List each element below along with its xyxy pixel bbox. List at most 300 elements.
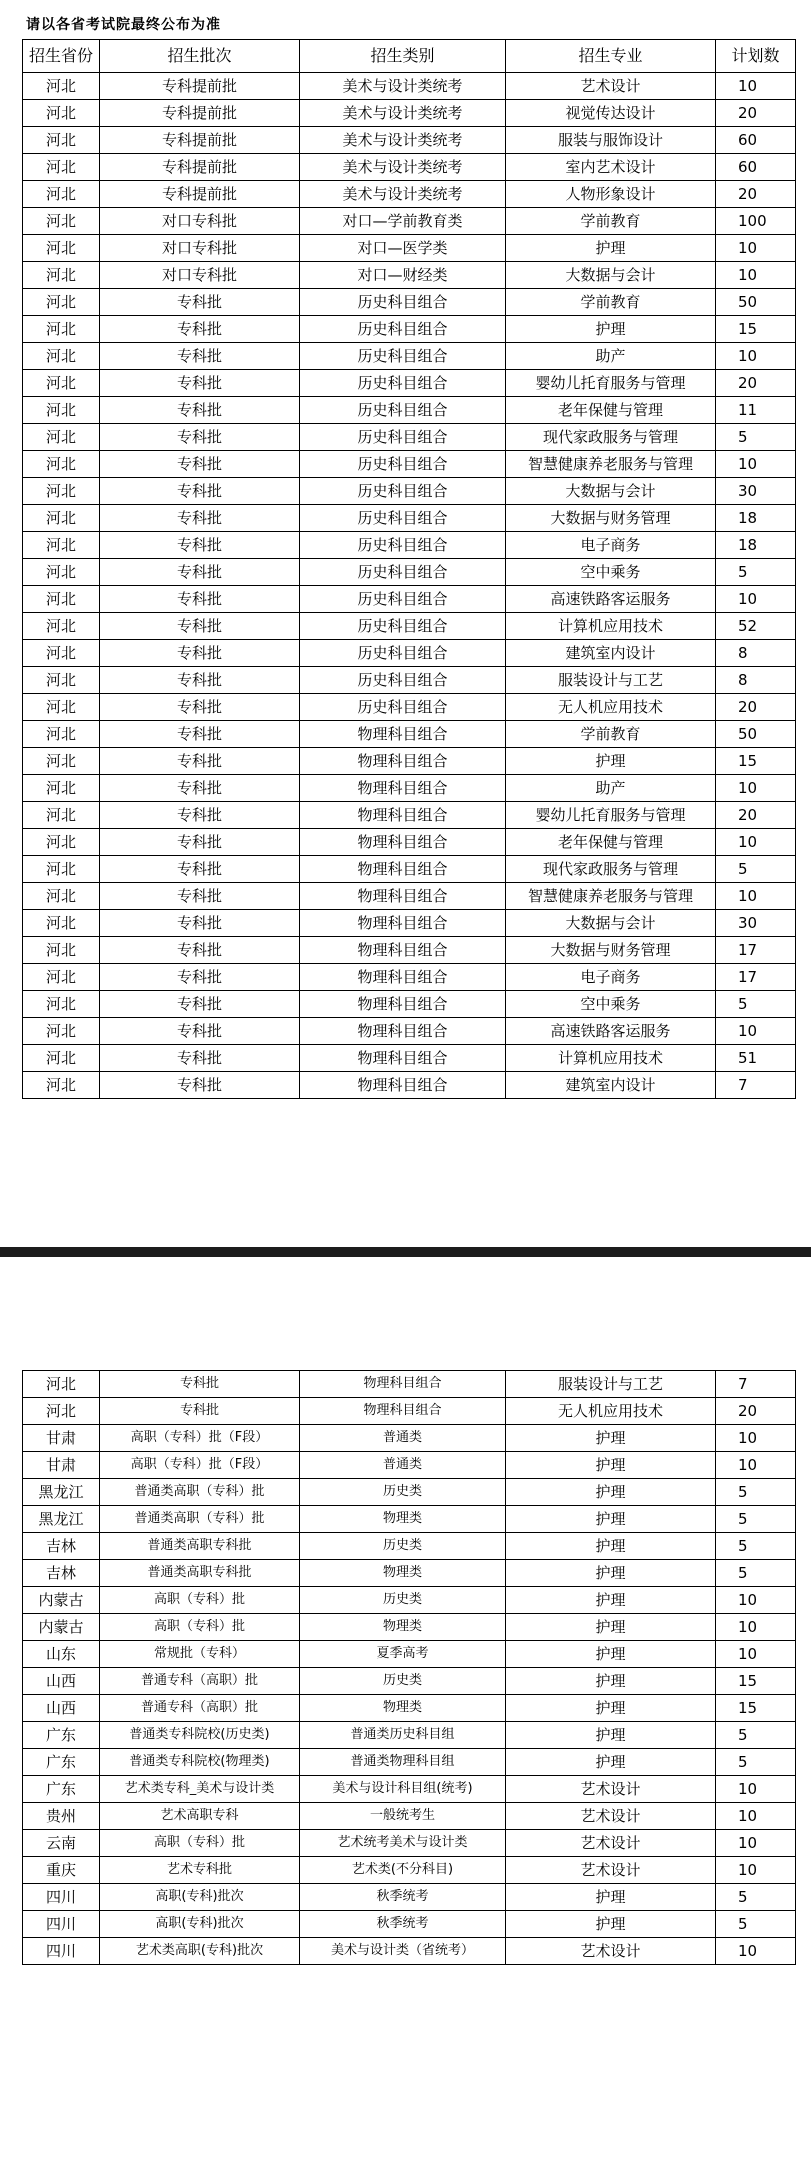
cell-batch: 普通类专科院校(历史类) [100,1722,300,1749]
cell-category: 历史类 [300,1533,506,1560]
cell-province: 黑龙江 [23,1479,100,1506]
cell-major: 智慧健康养老服务与管理 [506,451,716,478]
cell-major: 服装设计与工艺 [506,667,716,694]
cell-plan-count: 10 [716,829,796,856]
cell-major: 老年保健与管理 [506,829,716,856]
cell-major: 护理 [506,1641,716,1668]
cell-plan-count: 15 [716,748,796,775]
cell-batch: 专科批 [100,1371,300,1398]
cell-province: 河北 [23,748,100,775]
cell-province: 河北 [23,991,100,1018]
cell-province: 河北 [23,667,100,694]
table-row [23,478,796,505]
cell-major: 艺术设计 [506,1830,716,1857]
cell-major: 护理 [506,1668,716,1695]
cell-plan-count: 5 [716,1911,796,1938]
cell-province: 河北 [23,316,100,343]
cell-plan-count: 5 [716,1506,796,1533]
table-row [23,370,796,397]
cell-plan-count: 5 [716,1749,796,1776]
cell-province: 河北 [23,208,100,235]
cell-major: 建筑室内设计 [506,640,716,667]
table-row [23,1857,796,1884]
cell-batch: 专科批 [100,613,300,640]
cell-category: 艺术统考美术与设计类 [300,1830,506,1857]
cell-category: 美术与设计类（省统考） [300,1938,506,1965]
cell-major: 现代家政服务与管理 [506,856,716,883]
cell-province: 河北 [23,1371,100,1398]
cell-province: 重庆 [23,1857,100,1884]
cell-category: 对口—学前教育类 [300,208,506,235]
cell-province: 河北 [23,937,100,964]
cell-category: 美术与设计类统考 [300,181,506,208]
table-row [23,1911,796,1938]
cell-plan-count: 50 [716,721,796,748]
cell-batch: 专科批 [100,478,300,505]
cell-major: 大数据与会计 [506,262,716,289]
cell-plan-count: 10 [716,1776,796,1803]
cell-province: 河北 [23,289,100,316]
cell-major: 护理 [506,235,716,262]
table-row [23,1722,796,1749]
table-row [23,1371,796,1398]
table-row [23,1695,796,1722]
cell-plan-count: 10 [716,1857,796,1884]
cell-batch: 专科批 [100,1018,300,1045]
cell-major: 建筑室内设计 [506,1072,716,1099]
cell-batch: 对口专科批 [100,208,300,235]
cell-major: 婴幼儿托育服务与管理 [506,370,716,397]
cell-category: 历史科目组合 [300,505,506,532]
table-row [23,1506,796,1533]
cell-batch: 专科提前批 [100,127,300,154]
cell-category: 美术与设计类统考 [300,100,506,127]
cell-province: 河北 [23,343,100,370]
table-row [23,1749,796,1776]
cell-batch: 专科批 [100,694,300,721]
cell-plan-count: 10 [716,1803,796,1830]
table-row [23,208,796,235]
cell-province: 河北 [23,262,100,289]
cell-category: 历史科目组合 [300,343,506,370]
cell-batch: 对口专科批 [100,235,300,262]
cell-batch: 专科批 [100,1072,300,1099]
cell-plan-count: 18 [716,532,796,559]
cell-major: 无人机应用技术 [506,694,716,721]
cell-category: 历史科目组合 [300,640,506,667]
cell-batch: 专科批 [100,748,300,775]
cell-batch: 专科批 [100,775,300,802]
cell-batch: 专科批 [100,1045,300,1072]
cell-batch: 专科批 [100,640,300,667]
cell-major: 护理 [506,316,716,343]
cell-major: 计算机应用技术 [506,1045,716,1072]
cell-major: 艺术设计 [506,1857,716,1884]
cell-major: 老年保健与管理 [506,397,716,424]
table-row [23,748,796,775]
cell-plan-count: 17 [716,964,796,991]
cell-plan-count: 11 [716,397,796,424]
cell-province: 广东 [23,1776,100,1803]
cell-plan-count: 20 [716,181,796,208]
cell-major: 护理 [506,1560,716,1587]
cell-major: 大数据与财务管理 [506,505,716,532]
cell-batch: 艺术专科批 [100,1857,300,1884]
cell-category: 物理类 [300,1695,506,1722]
table-row [23,1560,796,1587]
table-row [23,586,796,613]
table-row [23,964,796,991]
cell-batch: 普通专科（高职）批 [100,1668,300,1695]
table-header-row [23,40,796,73]
cell-plan-count: 10 [716,343,796,370]
cell-batch: 对口专科批 [100,262,300,289]
table-row [23,1072,796,1099]
cell-province: 河北 [23,559,100,586]
table-row [23,1614,796,1641]
cell-province: 甘肃 [23,1425,100,1452]
cell-province: 河北 [23,964,100,991]
cell-province: 河北 [23,100,100,127]
table-row [23,613,796,640]
cell-category: 物理类 [300,1614,506,1641]
cell-province: 河北 [23,640,100,667]
cell-major: 护理 [506,1695,716,1722]
cell-province: 河北 [23,802,100,829]
cell-batch: 专科批 [100,829,300,856]
cell-category: 历史科目组合 [300,478,506,505]
cell-major: 大数据与财务管理 [506,937,716,964]
cell-plan-count: 10 [716,883,796,910]
cell-plan-count: 10 [716,1830,796,1857]
cell-batch: 专科批 [100,721,300,748]
table-row [23,532,796,559]
enrollment-plan-table-page-1 [22,39,796,1099]
cell-province: 广东 [23,1749,100,1776]
cell-plan-count: 10 [716,1587,796,1614]
cell-major: 护理 [506,1533,716,1560]
cell-batch: 专科批 [100,964,300,991]
cell-province: 河北 [23,1045,100,1072]
cell-category: 物理类 [300,1560,506,1587]
table-row [23,262,796,289]
cell-batch: 高职（专科）批（F段） [100,1425,300,1452]
cell-batch: 专科批 [100,910,300,937]
cell-batch: 专科批 [100,883,300,910]
cell-province: 贵州 [23,1803,100,1830]
cell-plan-count: 7 [716,1371,796,1398]
table-row [23,1884,796,1911]
table-row [23,694,796,721]
cell-province: 河北 [23,127,100,154]
cell-batch: 专科批 [100,586,300,613]
cell-major: 智慧健康养老服务与管理 [506,883,716,910]
cell-batch: 艺术类高职(专科)批次 [100,1938,300,1965]
cell-category: 物理科目组合 [300,829,506,856]
cell-category: 历史科目组合 [300,370,506,397]
cell-major: 艺术设计 [506,1776,716,1803]
cell-batch: 专科批 [100,802,300,829]
cell-province: 四川 [23,1938,100,1965]
cell-category: 历史类 [300,1587,506,1614]
cell-plan-count: 52 [716,613,796,640]
cell-province: 河北 [23,721,100,748]
cell-major: 大数据与会计 [506,910,716,937]
cell-major: 空中乘务 [506,559,716,586]
table-row [23,505,796,532]
cell-batch: 专科批 [100,343,300,370]
cell-plan-count: 5 [716,1722,796,1749]
cell-plan-count: 10 [716,262,796,289]
cell-plan-count: 20 [716,370,796,397]
cell-plan-count: 17 [716,937,796,964]
cell-major: 艺术设计 [506,73,716,100]
cell-major: 空中乘务 [506,991,716,1018]
cell-category: 物理科目组合 [300,1371,506,1398]
cell-major: 助产 [506,343,716,370]
table-row [23,802,796,829]
cell-major: 高速铁路客运服务 [506,1018,716,1045]
cell-province: 河北 [23,181,100,208]
cell-category: 历史科目组合 [300,586,506,613]
cell-province: 云南 [23,1830,100,1857]
table-row [23,316,796,343]
cell-category: 美术与设计类统考 [300,154,506,181]
table-row [23,1938,796,1965]
table-row [23,100,796,127]
cell-plan-count: 20 [716,100,796,127]
cell-plan-count: 20 [716,694,796,721]
cell-batch: 普通类高职专科批 [100,1560,300,1587]
cell-plan-count: 50 [716,289,796,316]
cell-major: 护理 [506,1506,716,1533]
cell-batch: 艺术高职专科 [100,1803,300,1830]
cell-major: 婴幼儿托育服务与管理 [506,802,716,829]
page-divider [0,1247,811,1257]
table-row [23,640,796,667]
cell-major: 护理 [506,748,716,775]
cell-plan-count: 30 [716,478,796,505]
header-batch: 招生批次 [100,40,300,73]
cell-plan-count: 10 [716,1425,796,1452]
table-row [23,1830,796,1857]
cell-major: 电子商务 [506,532,716,559]
cell-province: 河北 [23,883,100,910]
table-row [23,127,796,154]
table-row [23,1398,796,1425]
cell-major: 视觉传达设计 [506,100,716,127]
cell-plan-count: 10 [716,1452,796,1479]
cell-province: 河北 [23,856,100,883]
cell-plan-count: 5 [716,1533,796,1560]
cell-batch: 普通类专科院校(物理类) [100,1749,300,1776]
cell-plan-count: 15 [716,1668,796,1695]
cell-category: 艺术类(不分科目) [300,1857,506,1884]
cell-major: 大数据与会计 [506,478,716,505]
cell-category: 一般统考生 [300,1803,506,1830]
table-row [23,721,796,748]
cell-plan-count: 5 [716,1884,796,1911]
cell-category: 历史类 [300,1479,506,1506]
cell-category: 历史科目组合 [300,667,506,694]
cell-category: 物理科目组合 [300,802,506,829]
cell-major: 护理 [506,1749,716,1776]
cell-province: 河北 [23,235,100,262]
cell-plan-count: 15 [716,1695,796,1722]
cell-batch: 高职（专科）批 [100,1830,300,1857]
header-major: 招生专业 [506,40,716,73]
table-row [23,883,796,910]
cell-plan-count: 10 [716,451,796,478]
cell-batch: 专科批 [100,559,300,586]
header-category: 招生类别 [300,40,506,73]
table-row [23,424,796,451]
cell-major: 服装与服饰设计 [506,127,716,154]
cell-category: 历史科目组合 [300,559,506,586]
cell-plan-count: 5 [716,559,796,586]
table-row [23,559,796,586]
cell-category: 对口—医学类 [300,235,506,262]
cell-category: 历史类 [300,1668,506,1695]
cell-batch: 专科批 [100,505,300,532]
cell-batch: 专科批 [100,991,300,1018]
cell-province: 山西 [23,1668,100,1695]
table-row [23,451,796,478]
table-row [23,1452,796,1479]
table-row [23,397,796,424]
table-row [23,289,796,316]
cell-batch: 专科批 [100,397,300,424]
cell-plan-count: 10 [716,73,796,100]
header-province: 招生省份 [23,40,100,73]
cell-plan-count: 7 [716,1072,796,1099]
table-row [23,1641,796,1668]
table-row [23,1668,796,1695]
cell-plan-count: 5 [716,856,796,883]
cell-province: 河北 [23,613,100,640]
cell-province: 河北 [23,586,100,613]
cell-province: 吉林 [23,1560,100,1587]
cell-province: 吉林 [23,1533,100,1560]
cell-category: 普通类 [300,1452,506,1479]
cell-province: 河北 [23,424,100,451]
cell-category: 夏季高考 [300,1641,506,1668]
cell-province: 甘肃 [23,1452,100,1479]
cell-province: 河北 [23,532,100,559]
cell-batch: 专科批 [100,1398,300,1425]
cell-plan-count: 100 [716,208,796,235]
table-row [23,343,796,370]
table-row [23,1425,796,1452]
cell-province: 河北 [23,775,100,802]
cell-category: 对口—财经类 [300,262,506,289]
cell-batch: 高职（专科）批 [100,1587,300,1614]
cell-category: 物理科目组合 [300,910,506,937]
cell-major: 护理 [506,1884,716,1911]
cell-category: 美术与设计科目组(统考) [300,1776,506,1803]
cell-major: 现代家政服务与管理 [506,424,716,451]
table-row [23,1045,796,1072]
cell-plan-count: 10 [716,1614,796,1641]
cell-category: 物理科目组合 [300,721,506,748]
cell-province: 河北 [23,1018,100,1045]
cell-category: 物理科目组合 [300,1072,506,1099]
cell-batch: 专科提前批 [100,100,300,127]
table-row [23,1533,796,1560]
cell-plan-count: 51 [716,1045,796,1072]
table-row [23,73,796,100]
cell-province: 四川 [23,1884,100,1911]
cell-category: 历史科目组合 [300,424,506,451]
cell-province: 河北 [23,1072,100,1099]
cell-province: 山西 [23,1695,100,1722]
cell-major: 人物形象设计 [506,181,716,208]
cell-major: 电子商务 [506,964,716,991]
cell-province: 黑龙江 [23,1506,100,1533]
cell-batch: 专科批 [100,532,300,559]
cell-major: 服装设计与工艺 [506,1371,716,1398]
cell-province: 河北 [23,370,100,397]
cell-category: 物理科目组合 [300,1018,506,1045]
cell-category: 普通类历史科目组 [300,1722,506,1749]
table-row [23,856,796,883]
cell-province: 河北 [23,73,100,100]
cell-category: 物理类 [300,1506,506,1533]
cell-province: 河北 [23,910,100,937]
cell-province: 河北 [23,154,100,181]
cell-batch: 专科批 [100,667,300,694]
cell-plan-count: 30 [716,910,796,937]
cell-category: 物理科目组合 [300,937,506,964]
cell-batch: 艺术类专科_美术与设计类 [100,1776,300,1803]
cell-major: 护理 [506,1425,716,1452]
cell-plan-count: 8 [716,640,796,667]
cell-category: 历史科目组合 [300,397,506,424]
cell-batch: 普通类高职（专科）批 [100,1506,300,1533]
cell-category: 物理科目组合 [300,856,506,883]
cell-batch: 高职(专科)批次 [100,1884,300,1911]
cell-batch: 高职（专科）批（F段） [100,1452,300,1479]
cell-batch: 专科提前批 [100,154,300,181]
cell-province: 山东 [23,1641,100,1668]
cell-plan-count: 5 [716,1479,796,1506]
cell-batch: 专科批 [100,856,300,883]
cell-plan-count: 60 [716,154,796,181]
cell-major: 计算机应用技术 [506,613,716,640]
cell-plan-count: 5 [716,1560,796,1587]
cell-province: 河北 [23,829,100,856]
cell-province: 河北 [23,478,100,505]
cell-category: 历史科目组合 [300,451,506,478]
cell-category: 普通类物理科目组 [300,1749,506,1776]
cell-major: 护理 [506,1479,716,1506]
cell-plan-count: 10 [716,235,796,262]
cell-category: 历史科目组合 [300,694,506,721]
cell-province: 河北 [23,397,100,424]
disclaimer-note: 请以各省考试院最终公布为准 [26,17,221,33]
cell-category: 物理科目组合 [300,1045,506,1072]
cell-plan-count: 8 [716,667,796,694]
cell-province: 河北 [23,1398,100,1425]
cell-category: 美术与设计类统考 [300,127,506,154]
cell-plan-count: 10 [716,586,796,613]
cell-category: 物理科目组合 [300,883,506,910]
cell-major: 护理 [506,1587,716,1614]
cell-major: 护理 [506,1452,716,1479]
cell-major: 室内艺术设计 [506,154,716,181]
enrollment-plan-table-page-2 [22,1370,796,1965]
cell-batch: 专科批 [100,424,300,451]
